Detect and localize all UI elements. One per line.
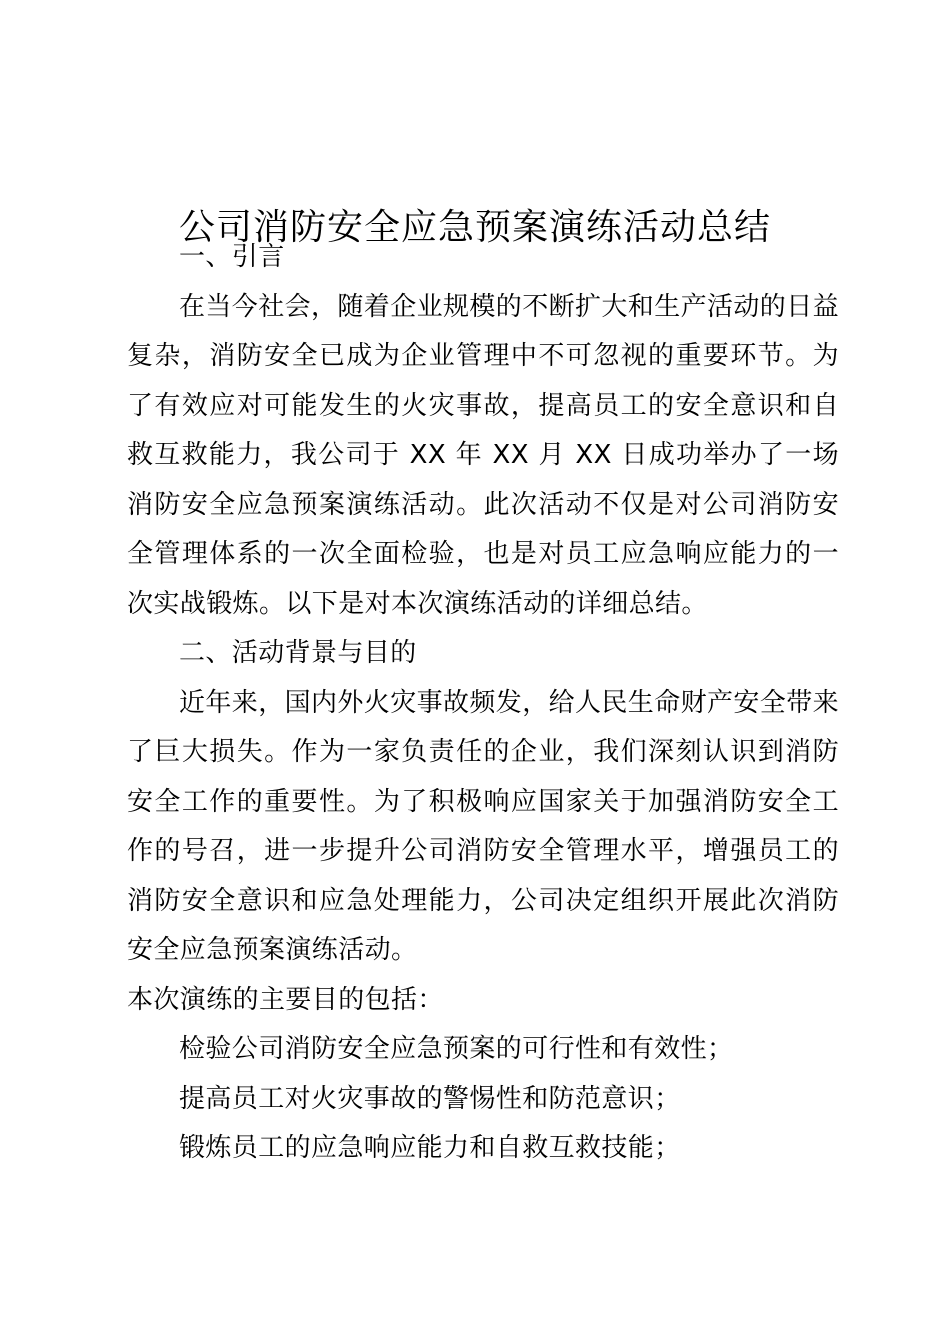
section-heading-background: 二、活动背景与目的 (179, 638, 417, 668)
document-body (127, 233, 839, 1174)
goal-item: 提高员工对火灾事故的警惕性和防范意识； (179, 1083, 681, 1114)
goal-item: 锻炼员工的应急响应能力和自救互救技能； (179, 1133, 681, 1163)
section-heading-introduction: 一、引言 (179, 242, 285, 272)
introduction-paragraph: 在当今社会，随着企业规模的不断扩大和生产活动的日益复杂，消防安全已成为企业管理中不可忽视的重要环节。为了有效应对可能发生的火灾事故，提高员工的安全意识和自救互救能力，我公司于 XX 年 XX 月 XX 日成功举办了一场消防安全应急预案演练活动。此次活动不仅是对公司消防安全管理体系的一次全面检验，也是对员工应急响应能力的一次实战锻炼。以下是对本次演练活动的详细总结。 (127, 291, 840, 619)
document-title: 公司消防安全应急预案演练活动总结 (178, 207, 771, 249)
goals-intro: 本次演练的主要目的包括： (127, 984, 444, 1015)
background-paragraph: 近年来，国内外火灾事故频发，给人民生命财产安全带来了巨大损失。作为一家负责任的企业，我们深刻认识到消防安全工作的重要性。为了积极响应国家关于加强消防安全工作的号召，进一步提升公司消防安全管理水平，增强员工的消防安全意识和应急处理能力，公司决定组织开展此次消防安全应急预案演练活动。 (127, 687, 840, 965)
goal-item: 检验公司消防安全应急预案的可行性和有效性； (179, 1034, 734, 1064)
